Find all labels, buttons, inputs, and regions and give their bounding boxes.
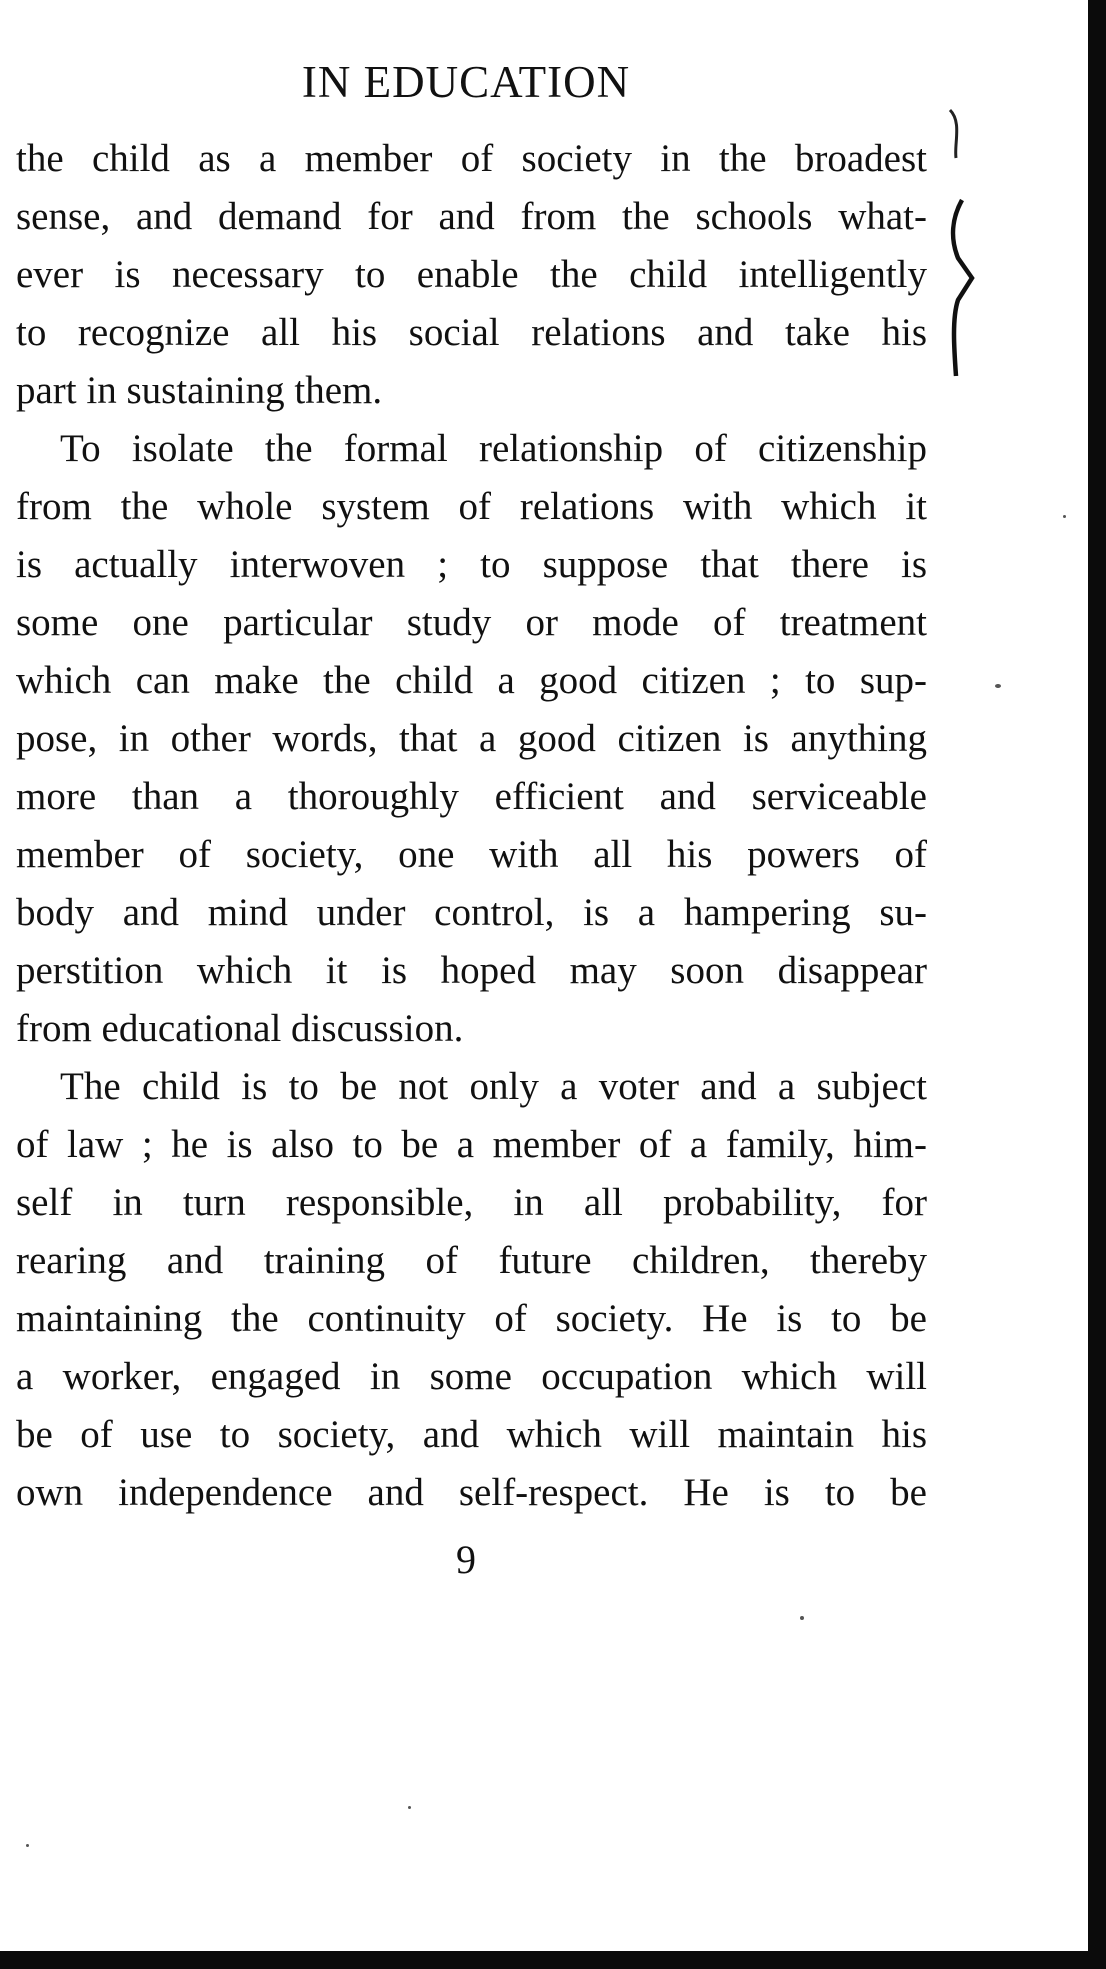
text-line: The child is to be not only a voter and a subject [60, 1065, 927, 1108]
page-edge-bottom [0, 1951, 1106, 1969]
text-line: from educational discussion. [16, 1007, 464, 1050]
scan-speck [408, 1806, 411, 1809]
text-line: body and mind under control, is a hampering su- [16, 891, 927, 934]
text-line: to recognize all his social relations and take his [16, 311, 927, 354]
text-line: is actually interwoven ; to suppose that there is [16, 543, 927, 586]
bracket-mark [948, 108, 998, 388]
running-head: IN EDUCATION [301, 57, 631, 107]
text-line: pose, in other words, that a good citizen is anything [16, 717, 927, 760]
text-line: of law ; he is also to be a member of a family, him- [16, 1123, 927, 1166]
text-line: member of society, one with all his powers of [16, 833, 927, 876]
text-line: To isolate the formal relationship of citizenship [60, 427, 927, 470]
text-line: sense, and demand for and from the schools what- [16, 195, 927, 238]
text-line: from the whole system of relations with which it [16, 485, 927, 528]
text-line: self in turn responsible, in all probability, for [16, 1181, 927, 1224]
paragraph-2 [16, 420, 927, 1058]
scan-speck [995, 684, 1001, 688]
scan-speck [1063, 515, 1066, 518]
page-edge-right [1088, 0, 1106, 1969]
text-line: perstition which it is hoped may soon disappear [16, 949, 927, 992]
text-line: a worker, engaged in some occupation which will [16, 1355, 927, 1398]
text-line: be of use to society, and which will maintain his [16, 1413, 927, 1456]
text-line: more than a thoroughly efficient and serviceable [16, 775, 927, 818]
text-line: part in sustaining them. [16, 369, 383, 412]
paragraph-3 [16, 1058, 927, 1522]
text-line: the child as a member of society in the broadest [16, 137, 927, 180]
text-line: maintaining the continuity of society. He is to be [16, 1297, 927, 1340]
scan-speck [800, 1616, 804, 1620]
paragraph-1 [16, 130, 927, 420]
text-line: own independence and self-respect. He is to be [16, 1471, 927, 1514]
text-line: which can make the child a good citizen ; to sup- [16, 659, 927, 702]
scan-speck [26, 1844, 29, 1847]
text-line: ever is necessary to enable the child intelligently [16, 253, 927, 296]
text-line: some one particular study or mode of treatment [16, 601, 927, 644]
text-line: rearing and training of future children, thereby [16, 1239, 927, 1282]
page-number: 9 [456, 1537, 476, 1582]
body-text [16, 130, 927, 1522]
